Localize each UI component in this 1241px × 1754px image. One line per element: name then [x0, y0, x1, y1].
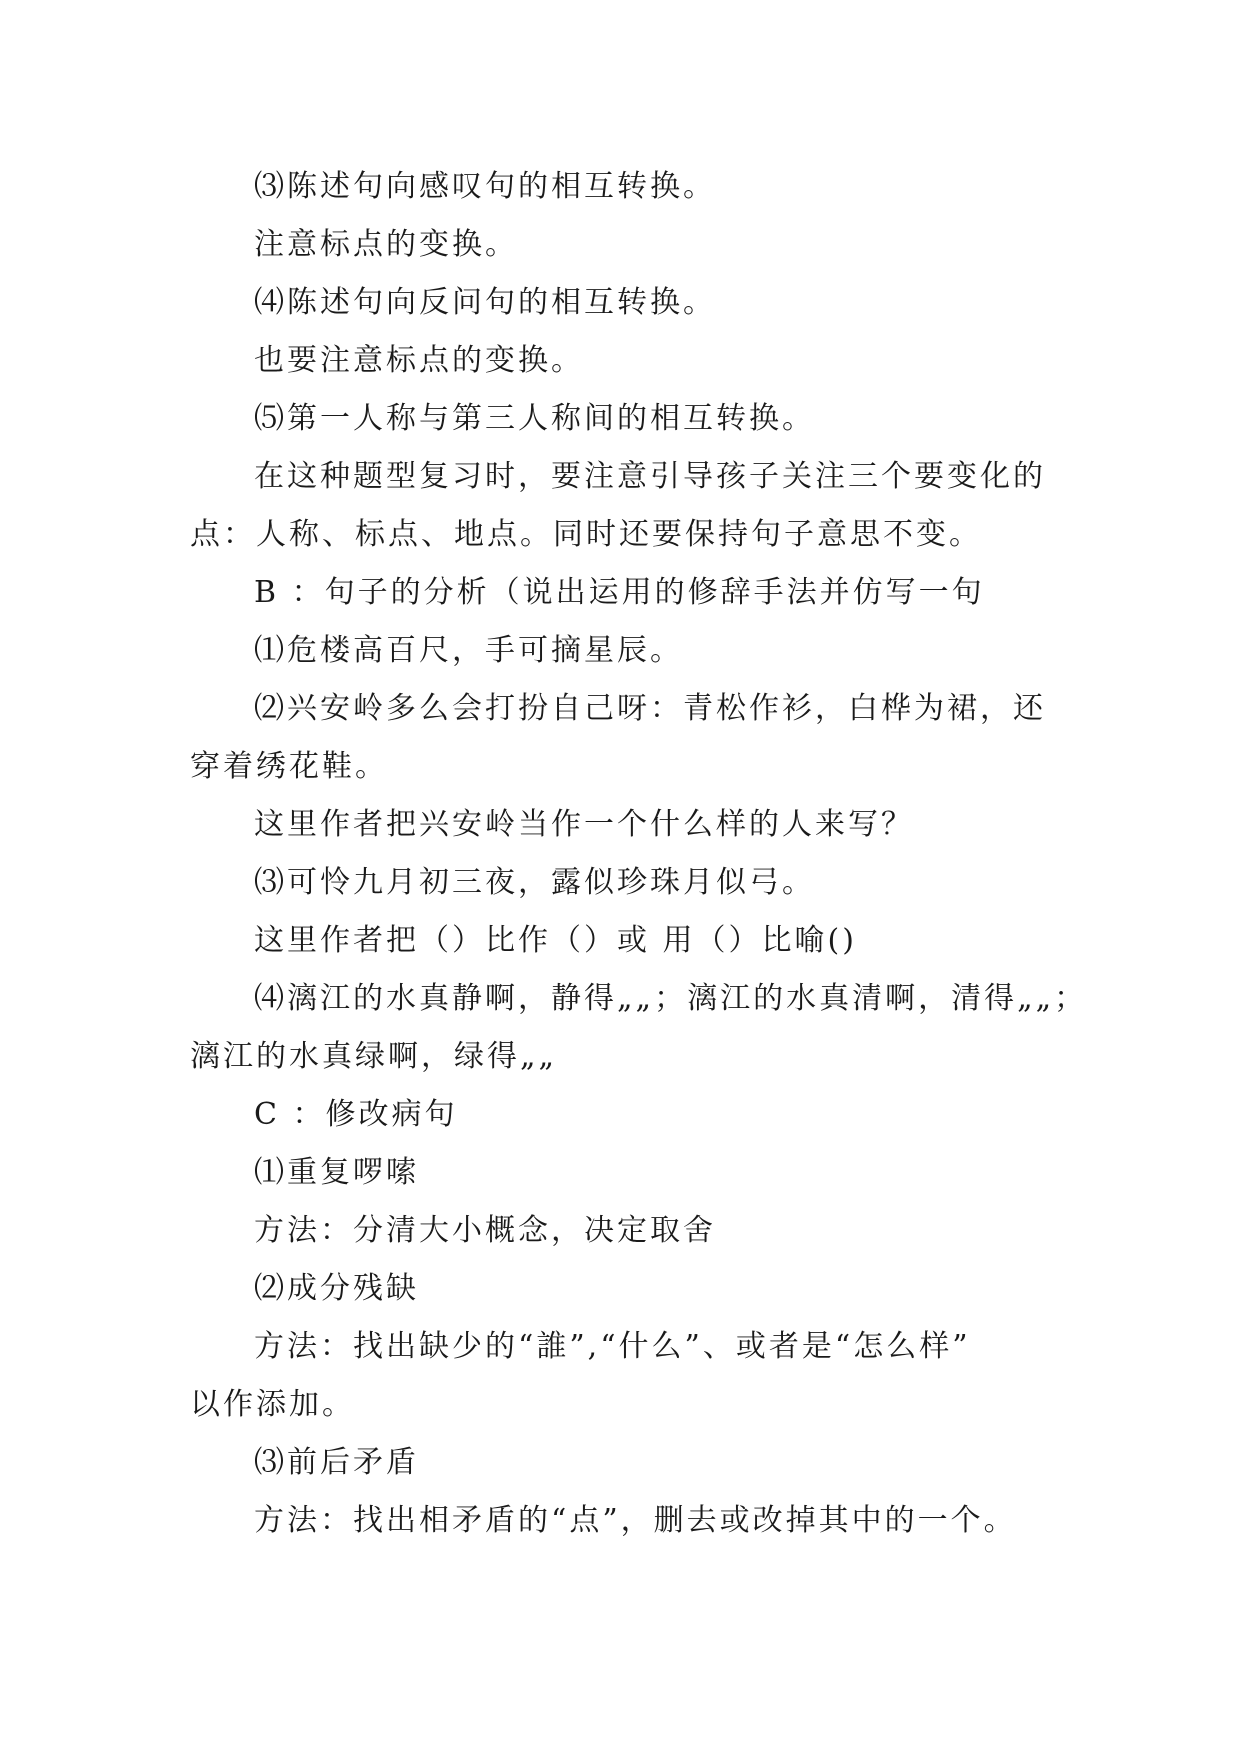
text-line: 这里作者把兴安岭当作一个什么样的人来写？ — [254, 807, 914, 842]
text-line: 点：人称、标点、地点。同时还要保持句子意思不变。 — [190, 517, 982, 552]
text-line: 也要注意标点的变换。 — [254, 343, 584, 378]
text-line: 注意标点的变换。 — [254, 227, 518, 262]
text-line: ⑴危楼高百尺，手可摘星辰。 — [254, 633, 683, 668]
text-line: 以作添加。 — [190, 1387, 355, 1422]
text-line: ⑵成分残缺 — [254, 1271, 419, 1306]
text-line: ⑴重复啰嗦 — [254, 1155, 419, 1190]
text-line: ⑷陈述句向反问句的相互转换。 — [254, 285, 716, 320]
text-line: 方法：分清大小概念，决定取舍 — [254, 1213, 716, 1248]
text-line: 漓江的水真绿啊，绿得„„ — [190, 1039, 558, 1074]
text-line: ⑸第一人称与第三人称间的相互转换。 — [254, 401, 815, 436]
text-line: 在这种题型复习时，要注意引导孩子关注三个要变化的 — [254, 459, 1046, 494]
text-line: 这里作者把（）比作（）或 用（）比喻() — [254, 923, 857, 958]
text-line: ⑶可怜九月初三夜，露似珍珠月似弓。 — [254, 865, 815, 900]
text-line: 方法：找出缺少的“誰”,“什么”、或者是“怎么样” — [254, 1329, 971, 1364]
text-line: 穿着绣花鞋。 — [190, 749, 388, 784]
text-line: C ：修改病句 — [254, 1097, 458, 1132]
text-line: ⑵兴安岭多么会打扮自己呀：青松作衫，白桦为裙，还 — [254, 691, 1046, 726]
text-line: ⑷漓江的水真静啊，静得„„；漓江的水真清啊，清得„„； — [254, 981, 1088, 1016]
document-body — [190, 158, 1088, 1550]
text-line: ⑶陈述句向感叹句的相互转换。 — [254, 169, 716, 204]
text-line: 方法：找出相矛盾的“点”，删去或改掉其中的一个。 — [254, 1503, 1017, 1538]
text-line: B ：句子的分析（说出运用的修辞手法并仿写一句 — [254, 575, 985, 610]
text-line: ⑶前后矛盾 — [254, 1445, 419, 1480]
